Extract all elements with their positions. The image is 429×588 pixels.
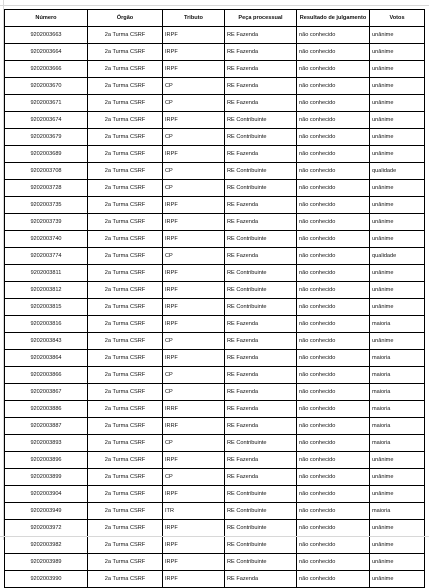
cell-resultado: não conhecido <box>297 469 370 486</box>
cell-orgao: 2a Turma CSRF <box>88 350 163 367</box>
cell-tributo: IRPF <box>163 571 225 588</box>
cell-votos: unânime <box>370 95 425 112</box>
cell-resultado: não conhecido <box>297 435 370 452</box>
cell-peca-processual: RE Contribuinte <box>225 554 297 571</box>
cell-votos: unânime <box>370 299 425 316</box>
table-row <box>5 248 425 265</box>
header-orgao: Órgão <box>88 10 163 27</box>
header-numero: Número <box>5 10 88 27</box>
cell-tributo: CP <box>163 180 225 197</box>
cell-resultado: não conhecido <box>297 554 370 571</box>
cell-numero: 9202003739 <box>5 214 88 231</box>
cell-tributo: IRPF <box>163 299 225 316</box>
cell-votos: unânime <box>370 180 425 197</box>
cell-peca-processual: RE Fazenda <box>225 27 297 44</box>
cell-peca-processual: RE Contribuinte <box>225 129 297 146</box>
table-row <box>5 163 425 180</box>
cell-orgao: 2a Turma CSRF <box>88 299 163 316</box>
table-row <box>5 333 425 350</box>
cell-peca-processual: RE Contribuinte <box>225 282 297 299</box>
table-row <box>5 112 425 129</box>
cell-tributo: IRPF <box>163 112 225 129</box>
cell-numero: 9202003670 <box>5 78 88 95</box>
cell-votos: maioria <box>370 316 425 333</box>
cell-numero: 9202003904 <box>5 486 88 503</box>
cell-tributo: IRPF <box>163 265 225 282</box>
cell-tributo: CP <box>163 367 225 384</box>
cell-peca-processual: RE Fazenda <box>225 384 297 401</box>
cell-orgao: 2a Turma CSRF <box>88 571 163 588</box>
cell-tributo: CP <box>163 78 225 95</box>
cell-numero: 9202003740 <box>5 231 88 248</box>
cell-resultado: não conhecido <box>297 486 370 503</box>
cell-orgao: 2a Turma CSRF <box>88 537 163 554</box>
judgment-results-table <box>4 9 425 588</box>
cell-peca-processual: RE Fazenda <box>225 197 297 214</box>
cell-votos: unânime <box>370 78 425 95</box>
cell-orgao: 2a Turma CSRF <box>88 78 163 95</box>
cell-resultado: não conhecido <box>297 418 370 435</box>
table-row <box>5 384 425 401</box>
table-row <box>5 78 425 95</box>
cell-numero: 9202003812 <box>5 282 88 299</box>
cell-votos: unânime <box>370 469 425 486</box>
cell-resultado: não conhecido <box>297 248 370 265</box>
cell-resultado: não conhecido <box>297 350 370 367</box>
table-row <box>5 299 425 316</box>
cell-resultado: não conhecido <box>297 367 370 384</box>
cell-peca-processual: RE Fazenda <box>225 316 297 333</box>
cell-tributo: CP <box>163 384 225 401</box>
cell-numero: 9202003982 <box>5 537 88 554</box>
table-row <box>5 231 425 248</box>
cell-orgao: 2a Turma CSRF <box>88 95 163 112</box>
cell-peca-processual: RE Fazenda <box>225 452 297 469</box>
cell-resultado: não conhecido <box>297 44 370 61</box>
cell-orgao: 2a Turma CSRF <box>88 61 163 78</box>
table-row <box>5 129 425 146</box>
table-row <box>5 435 425 452</box>
cell-votos: maioria <box>370 350 425 367</box>
cell-numero: 9202003886 <box>5 401 88 418</box>
table-row <box>5 537 425 554</box>
cell-orgao: 2a Turma CSRF <box>88 44 163 61</box>
cell-resultado: não conhecido <box>297 27 370 44</box>
cell-tributo: IRPF <box>163 452 225 469</box>
cell-votos: unânime <box>370 112 425 129</box>
cell-tributo: IRPF <box>163 554 225 571</box>
cell-tributo: IRPF <box>163 214 225 231</box>
cell-peca-processual: RE Contribuinte <box>225 520 297 537</box>
cell-votos: unânime <box>370 197 425 214</box>
cell-tributo: CP <box>163 129 225 146</box>
cell-peca-processual: RE Fazenda <box>225 78 297 95</box>
table-row <box>5 44 425 61</box>
table-header-row <box>5 10 425 27</box>
cell-tributo: IRPF <box>163 44 225 61</box>
cell-votos: unânime <box>370 571 425 588</box>
cell-resultado: não conhecido <box>297 180 370 197</box>
cell-numero: 9202003887 <box>5 418 88 435</box>
cell-peca-processual: RE Contribuinte <box>225 265 297 282</box>
cell-orgao: 2a Turma CSRF <box>88 367 163 384</box>
cell-votos: maioria <box>370 418 425 435</box>
cell-numero: 9202003949 <box>5 503 88 520</box>
cell-numero: 9202003666 <box>5 61 88 78</box>
cell-numero: 9202003728 <box>5 180 88 197</box>
cell-resultado: não conhecido <box>297 282 370 299</box>
cell-tributo: IRPF <box>163 350 225 367</box>
table-row <box>5 95 425 112</box>
cell-resultado: não conhecido <box>297 333 370 350</box>
table-row <box>5 214 425 231</box>
cell-numero: 9202003972 <box>5 520 88 537</box>
cell-resultado: não conhecido <box>297 95 370 112</box>
cell-peca-processual: RE Fazenda <box>225 95 297 112</box>
cell-orgao: 2a Turma CSRF <box>88 435 163 452</box>
cell-numero: 9202003735 <box>5 197 88 214</box>
table-row <box>5 367 425 384</box>
cell-numero: 9202003664 <box>5 44 88 61</box>
cell-peca-processual: RE Contribuinte <box>225 486 297 503</box>
cell-votos: unânime <box>370 129 425 146</box>
cell-votos: maioria <box>370 401 425 418</box>
cell-peca-processual: RE Contribuinte <box>225 112 297 129</box>
table-row <box>5 520 425 537</box>
cell-votos: unânime <box>370 486 425 503</box>
cell-numero: 9202003671 <box>5 95 88 112</box>
cell-peca-processual: RE Fazenda <box>225 44 297 61</box>
cell-tributo: CP <box>163 333 225 350</box>
cell-numero: 9202003679 <box>5 129 88 146</box>
table-row <box>5 503 425 520</box>
cell-numero: 9202003896 <box>5 452 88 469</box>
cell-resultado: não conhecido <box>297 78 370 95</box>
cell-numero: 9202003990 <box>5 571 88 588</box>
cell-votos: unânime <box>370 452 425 469</box>
page-top-edge <box>0 0 429 6</box>
cell-tributo: IRRF <box>163 418 225 435</box>
cell-orgao: 2a Turma CSRF <box>88 316 163 333</box>
cell-tributo: CP <box>163 248 225 265</box>
table-row <box>5 401 425 418</box>
table-row <box>5 316 425 333</box>
table-row <box>5 146 425 163</box>
cell-peca-processual: RE Fazenda <box>225 367 297 384</box>
cell-resultado: não conhecido <box>297 401 370 418</box>
cell-numero: 9202003689 <box>5 146 88 163</box>
cell-orgao: 2a Turma CSRF <box>88 163 163 180</box>
cell-peca-processual: RE Fazenda <box>225 469 297 486</box>
cell-orgao: 2a Turma CSRF <box>88 333 163 350</box>
cell-resultado: não conhecido <box>297 197 370 214</box>
cell-numero: 9202003811 <box>5 265 88 282</box>
cell-resultado: não conhecido <box>297 112 370 129</box>
cell-peca-processual: RE Fazenda <box>225 333 297 350</box>
cell-tributo: ITR <box>163 503 225 520</box>
cell-votos: unânime <box>370 27 425 44</box>
header-votos: Votos <box>370 10 425 27</box>
cell-votos: unânime <box>370 146 425 163</box>
cell-resultado: não conhecido <box>297 316 370 333</box>
cell-votos: maioria <box>370 384 425 401</box>
cell-tributo: IRPF <box>163 520 225 537</box>
cell-resultado: não conhecido <box>297 384 370 401</box>
cell-peca-processual: RE Contribuinte <box>225 503 297 520</box>
cell-votos: maioria <box>370 367 425 384</box>
cell-peca-processual: RE Contribuinte <box>225 299 297 316</box>
cell-votos: unânime <box>370 520 425 537</box>
cell-peca-processual: RE Fazenda <box>225 61 297 78</box>
cell-numero: 9202003663 <box>5 27 88 44</box>
cell-tributo: IRPF <box>163 537 225 554</box>
cell-numero: 9202003893 <box>5 435 88 452</box>
cell-orgao: 2a Turma CSRF <box>88 452 163 469</box>
cell-votos: unânime <box>370 554 425 571</box>
cell-resultado: não conhecido <box>297 520 370 537</box>
cell-numero: 9202003843 <box>5 333 88 350</box>
table-row <box>5 265 425 282</box>
cell-resultado: não conhecido <box>297 61 370 78</box>
cell-tributo: IRPF <box>163 146 225 163</box>
cell-votos: unânime <box>370 282 425 299</box>
cell-peca-processual: RE Contribuinte <box>225 163 297 180</box>
cell-resultado: não conhecido <box>297 231 370 248</box>
cell-orgao: 2a Turma CSRF <box>88 197 163 214</box>
cell-votos: unânime <box>370 265 425 282</box>
cell-numero: 9202003899 <box>5 469 88 486</box>
table-row <box>5 469 425 486</box>
table-row <box>5 27 425 44</box>
cell-peca-processual: RE Fazenda <box>225 571 297 588</box>
cell-tributo: IRPF <box>163 61 225 78</box>
cell-resultado: não conhecido <box>297 537 370 554</box>
cell-numero: 9202003674 <box>5 112 88 129</box>
cell-orgao: 2a Turma CSRF <box>88 180 163 197</box>
cell-resultado: não conhecido <box>297 452 370 469</box>
cell-orgao: 2a Turma CSRF <box>88 214 163 231</box>
cell-tributo: IRPF <box>163 197 225 214</box>
cell-tributo: CP <box>163 469 225 486</box>
cell-votos: unânime <box>370 231 425 248</box>
cell-peca-processual: RE Fazenda <box>225 418 297 435</box>
cell-tributo: IRRF <box>163 401 225 418</box>
cell-orgao: 2a Turma CSRF <box>88 112 163 129</box>
cell-numero: 9202003816 <box>5 316 88 333</box>
cell-peca-processual: RE Contribuinte <box>225 180 297 197</box>
cell-tributo: IRPF <box>163 282 225 299</box>
cell-tributo: IRPF <box>163 486 225 503</box>
cell-numero: 9202003774 <box>5 248 88 265</box>
cell-peca-processual: RE Fazenda <box>225 401 297 418</box>
cell-peca-processual: RE Contribuinte <box>225 231 297 248</box>
cell-numero: 9202003866 <box>5 367 88 384</box>
cell-votos: unânime <box>370 214 425 231</box>
cell-orgao: 2a Turma CSRF <box>88 129 163 146</box>
table-row <box>5 418 425 435</box>
cell-votos: unânime <box>370 61 425 78</box>
cell-votos: unânime <box>370 537 425 554</box>
cell-resultado: não conhecido <box>297 503 370 520</box>
table-row <box>5 350 425 367</box>
cell-tributo: IRPF <box>163 27 225 44</box>
cell-orgao: 2a Turma CSRF <box>88 248 163 265</box>
cell-tributo: CP <box>163 435 225 452</box>
cell-peca-processual: RE Fazenda <box>225 146 297 163</box>
header-tributo: Tributo <box>163 10 225 27</box>
cell-orgao: 2a Turma CSRF <box>88 401 163 418</box>
cell-numero: 9202003867 <box>5 384 88 401</box>
table-row <box>5 486 425 503</box>
cell-resultado: não conhecido <box>297 163 370 180</box>
cell-orgao: 2a Turma CSRF <box>88 384 163 401</box>
cell-peca-processual: RE Fazenda <box>225 248 297 265</box>
table-row <box>5 554 425 571</box>
cell-numero: 9202003864 <box>5 350 88 367</box>
table-row <box>5 452 425 469</box>
cell-resultado: não conhecido <box>297 129 370 146</box>
header-peca-processual: Peça processual <box>225 10 297 27</box>
cell-resultado: não conhecido <box>297 146 370 163</box>
table-body <box>5 27 425 588</box>
cell-resultado: não conhecido <box>297 214 370 231</box>
cell-peca-processual: RE Fazenda <box>225 350 297 367</box>
cell-orgao: 2a Turma CSRF <box>88 469 163 486</box>
cell-orgao: 2a Turma CSRF <box>88 486 163 503</box>
cell-peca-processual: RE Contribuinte <box>225 435 297 452</box>
table-row <box>5 571 425 588</box>
cell-orgao: 2a Turma CSRF <box>88 146 163 163</box>
page-bottom-edge <box>0 536 429 537</box>
cell-votos: maioria <box>370 503 425 520</box>
cell-orgao: 2a Turma CSRF <box>88 231 163 248</box>
cell-orgao: 2a Turma CSRF <box>88 27 163 44</box>
cell-orgao: 2a Turma CSRF <box>88 265 163 282</box>
cell-orgao: 2a Turma CSRF <box>88 503 163 520</box>
cell-tributo: CP <box>163 95 225 112</box>
cell-orgao: 2a Turma CSRF <box>88 554 163 571</box>
cell-resultado: não conhecido <box>297 265 370 282</box>
cell-tributo: CP <box>163 163 225 180</box>
cell-tributo: IRPF <box>163 231 225 248</box>
cell-votos: qualidade <box>370 248 425 265</box>
cell-peca-processual: RE Contribuinte <box>225 537 297 554</box>
cell-numero: 9202003815 <box>5 299 88 316</box>
cell-votos: unânime <box>370 333 425 350</box>
cell-peca-processual: RE Fazenda <box>225 214 297 231</box>
cell-orgao: 2a Turma CSRF <box>88 282 163 299</box>
cell-votos: unânime <box>370 44 425 61</box>
table-row <box>5 282 425 299</box>
cell-resultado: não conhecido <box>297 571 370 588</box>
table-row <box>5 180 425 197</box>
cell-orgao: 2a Turma CSRF <box>88 418 163 435</box>
table-row <box>5 61 425 78</box>
cell-resultado: não conhecido <box>297 299 370 316</box>
table-row <box>5 197 425 214</box>
cell-numero: 9202003708 <box>5 163 88 180</box>
header-resultado-julgamento: Resultado de julgamento <box>297 10 370 27</box>
cell-tributo: IRPF <box>163 316 225 333</box>
cell-votos: qualidade <box>370 163 425 180</box>
cell-numero: 9202003989 <box>5 554 88 571</box>
cell-votos: maioria <box>370 435 425 452</box>
cell-orgao: 2a Turma CSRF <box>88 520 163 537</box>
